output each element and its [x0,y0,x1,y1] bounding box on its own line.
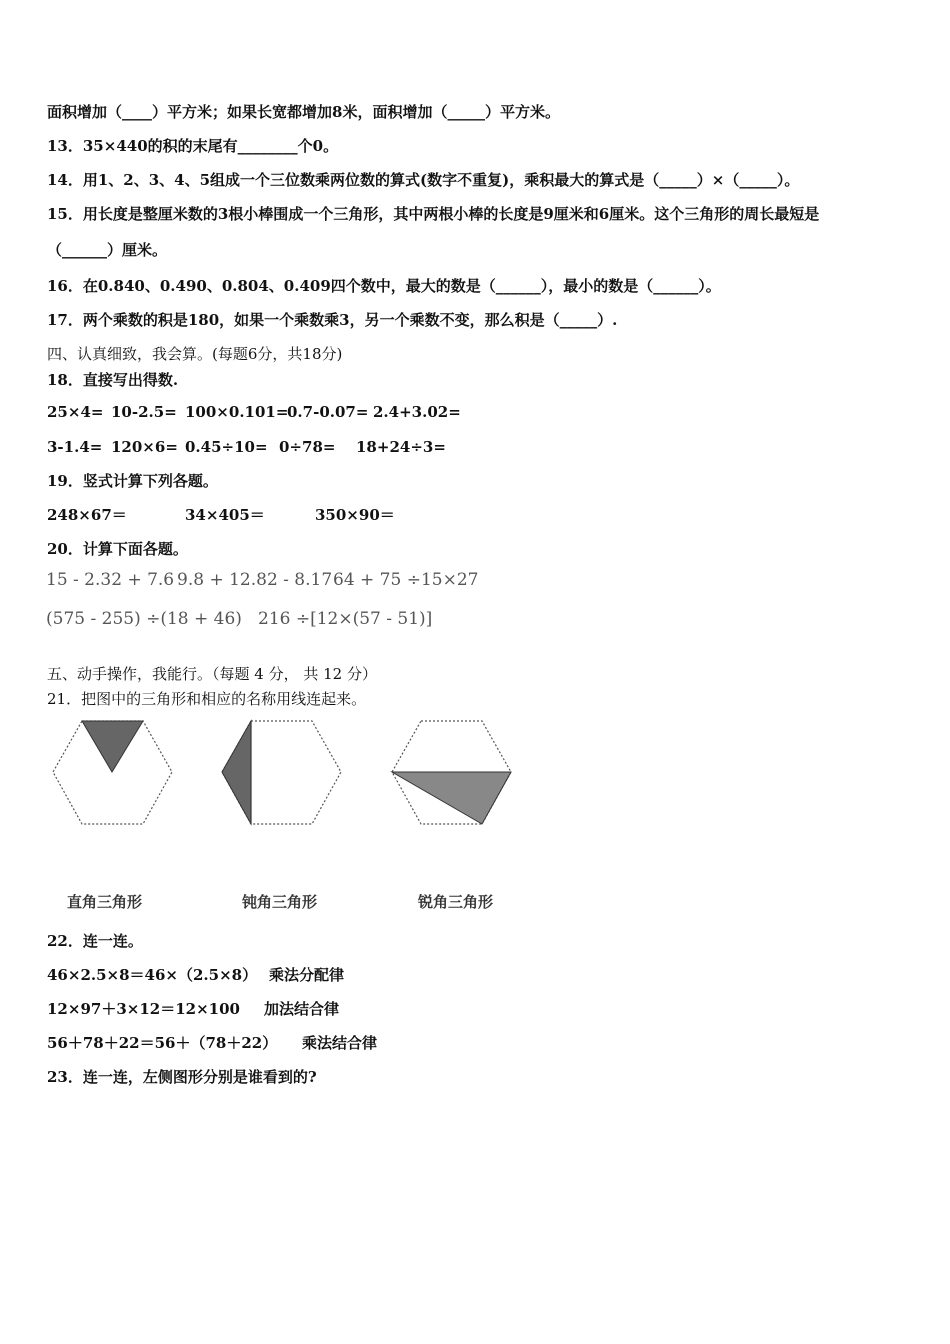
label-obtuse-triangle: 钝角三角形 [242,893,318,911]
q20-expr-1: 15 - 2.32 + 7.6 [46,570,175,590]
q18-row-2 [47,437,547,457]
section-5-heading: 五、动手操作，我能行。（每题 4 分， 共 12 分） [47,665,377,683]
q12-continuation: 面积增加（____）平方米；如果长宽都增加8米，面积增加（_____）平方米。 [47,103,560,121]
question-19: 19．竖式计算下列各题。 [47,472,218,490]
q18-expr: 18+24÷3= [356,438,446,456]
q22-law: 加法结合律 [264,1000,340,1018]
question-20: 20．计算下面各题。 [47,540,188,558]
q20-expr-2: 9.8 + 12.82 - 8.17 [177,570,333,590]
label-right-triangle: 直角三角形 [67,893,143,911]
q18-row-1 [47,402,547,422]
q18-expr: 10-2.5= [111,403,177,421]
q22-expr: 12×97＋3×12＝12×100 [47,1000,240,1018]
q22-row-1 [47,965,547,985]
q22-expr: 46×2.5×8＝46×（2.5×8） [47,966,258,984]
question-16: 16．在0.840、0.490、0.804、0.409四个数中，最大的数是（______），最小的数是（______）。 [47,277,721,295]
q22-row-3 [47,1033,547,1053]
hexagon-figure-3 [389,718,514,828]
q18-expr: 3-1.4= [47,438,103,456]
q18-expr: 2.4+3.02= [373,403,461,421]
q19-expr: 350×90＝ [315,506,395,524]
q22-row-2 [47,999,547,1019]
q20-expr-3: 64 + 75 ÷15×27 [333,570,479,590]
section-4-heading: 四、认真细致，我会算。(每题6分，共18分) [47,345,343,363]
label-acute-triangle: 锐角三角形 [418,893,494,911]
q20-expr-4: (575 - 255) ÷(18 + 46) [46,609,242,629]
question-13: 13．35×440的积的末尾有________个0。 [47,137,339,155]
question-15-line2: （______）厘米。 [47,241,168,259]
q18-expr: 0÷78= [279,438,336,456]
q22-law: 乘法分配律 [269,966,345,984]
q20-expr-5: 216 ÷[12×(57 - 51)] [258,609,433,629]
question-18: 18．直接写出得数. [47,371,179,389]
q22-expr: 56＋78＋22＝56＋（78＋22） [47,1034,278,1052]
q18-expr: 120×6= [111,438,178,456]
question-21: 21．把图中的三角形和相应的名称用线连起来。 [47,690,367,708]
q19-expr: 34×405＝ [185,506,265,524]
q18-expr: 0.45÷10= [185,438,268,456]
q18-expr: 25×4= [47,403,104,421]
q19-row [47,505,547,525]
q18-expr: 0.7-0.07= [287,403,369,421]
question-22: 22．连一连。 [47,932,143,950]
hexagon-figure-1 [50,718,175,828]
shaded-triangle [392,772,511,824]
shaded-triangle [222,721,251,824]
question-17: 17．两个乘数的积是180，如果一个乘数乘3，另一个乘数不变，那么积是（_____）. [47,311,618,329]
question-23: 23．连一连，左侧图形分别是谁看到的? [47,1068,317,1086]
q19-expr: 248×67＝ [47,506,127,524]
q22-law: 乘法结合律 [302,1034,378,1052]
hexagon-figure-2 [219,718,344,828]
shaded-triangle [82,721,143,772]
question-14: 14．用1、2、3、4、5组成一个三位数乘两位数的算式(数字不重复)，乘积最大的算式是（_____）×（_____）。 [47,171,800,189]
q18-expr: 100×0.101= [185,403,289,421]
question-15-line1: 15．用长度是整厘米数的3根小棒围成一个三角形，其中两根小棒的长度是9厘米和6厘米。这个三角形的周长最短是 [47,205,820,223]
